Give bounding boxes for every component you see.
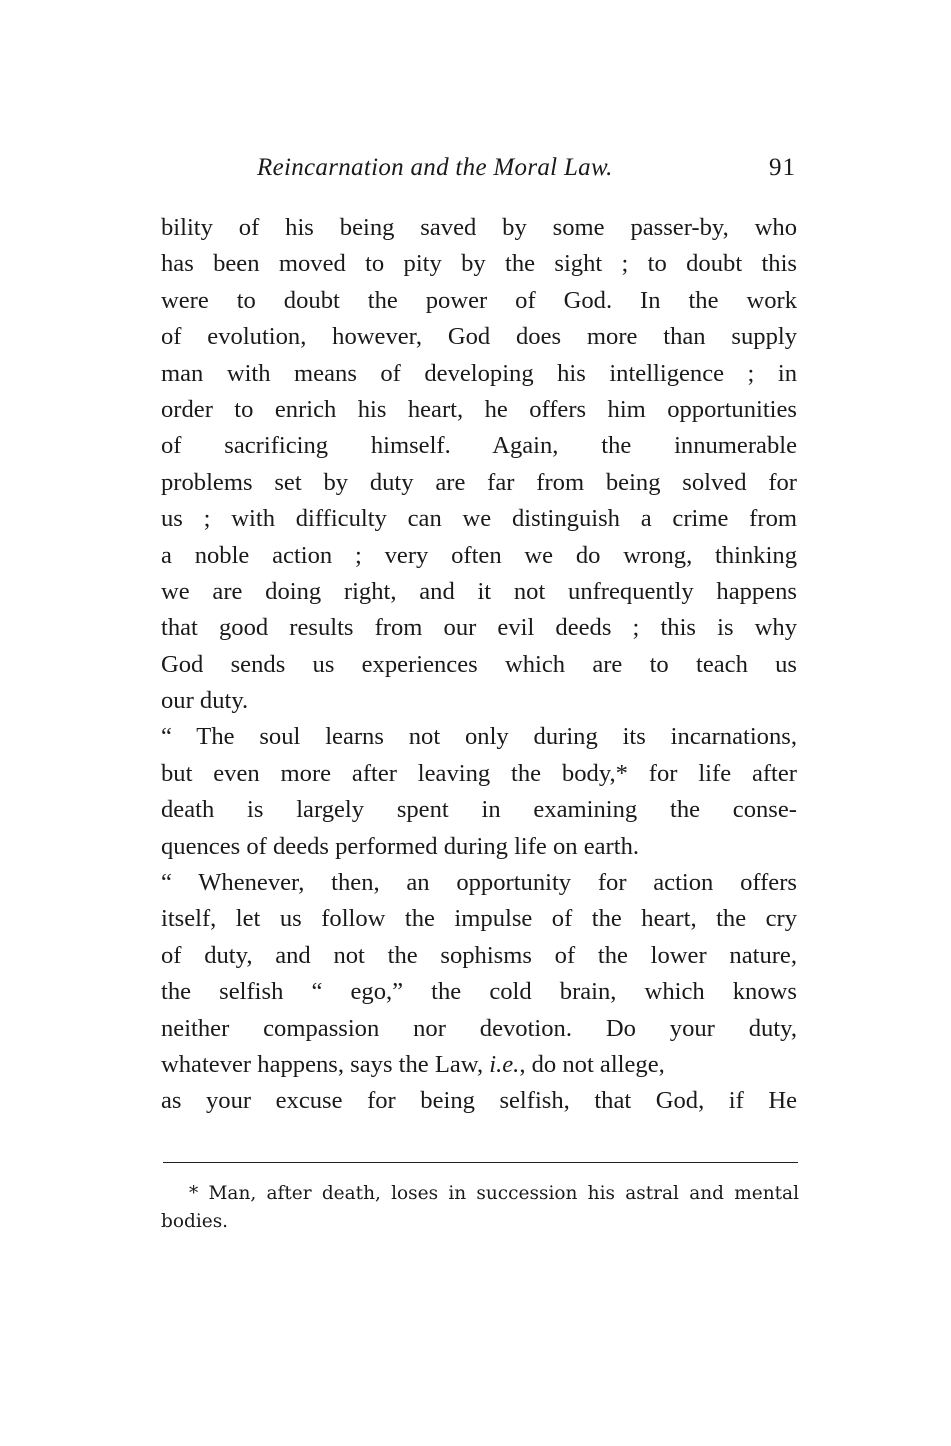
- text-line: we are doing right, and it not unfrequently happens: [161, 577, 797, 605]
- text-line: itself, let us follow the impulse of the heart, the cry: [161, 905, 797, 933]
- text-line: neither compassion nor devotion. Do your duty,: [161, 1014, 797, 1042]
- text-line: our duty.: [161, 687, 249, 715]
- text-line: man with means of developing his intelligence ; in: [161, 359, 797, 387]
- text-line-with-italic: [161, 1047, 797, 1083]
- footnote-line: * Man, after death, loses in succession his astral and mental: [189, 1183, 799, 1204]
- text-line: problems set by duty are far from being solved for: [161, 468, 797, 496]
- text-line: God sends us experiences which are to teach us: [161, 650, 797, 678]
- text-line: but even more after leaving the body,* for life after: [161, 759, 797, 787]
- footnote-divider: [163, 1162, 798, 1163]
- text-line: death is largely spent in examining the conse-: [161, 796, 797, 824]
- text-line: us ; with difficulty can we distinguish a crime from: [161, 505, 797, 533]
- text-line: of duty, and not the sophisms of the lower nature,: [161, 941, 797, 969]
- text-line: quences of deeds performed during life on earth.: [161, 832, 640, 860]
- text-line: of sacrificing himself. Again, the innumerable: [161, 432, 797, 460]
- text-line: that good results from our evil deeds ; this is why: [161, 614, 797, 642]
- text-segment: , do not allege,: [519, 1050, 665, 1078]
- text-line: bility of his being saved by some passer-by, who: [161, 214, 797, 241]
- text-line: order to enrich his heart, he offers him opportunities: [161, 395, 797, 423]
- page-number: 91: [769, 154, 796, 181]
- text-line-paragraph-start: “ The soul learns not only during its incarnations,: [161, 723, 797, 751]
- text-line: of evolution, however, God does more than supply: [161, 323, 797, 351]
- body-text: [161, 210, 797, 1120]
- italic-abbreviation: i.e.: [489, 1050, 520, 1078]
- running-head: [160, 154, 798, 190]
- footnote-line: bodies.: [161, 1211, 229, 1232]
- footnote: [161, 1180, 799, 1236]
- text-line: has been moved to pity by the sight ; to doubt this: [161, 250, 797, 278]
- text-line-paragraph-start: “ Whenever, then, an opportunity for action offers: [161, 869, 797, 897]
- running-title: Reincarnation and the Moral Law.: [257, 154, 613, 181]
- text-segment: whatever happens, says the Law,: [161, 1050, 490, 1078]
- text-line: as your excuse for being selfish, that God, if He: [161, 1087, 797, 1115]
- text-line: a noble action ; very often we do wrong, thinking: [161, 541, 797, 569]
- text-line: the selfish “ ego,” the cold brain, which knows: [161, 978, 797, 1006]
- text-line: were to doubt the power of God. In the work: [161, 286, 797, 314]
